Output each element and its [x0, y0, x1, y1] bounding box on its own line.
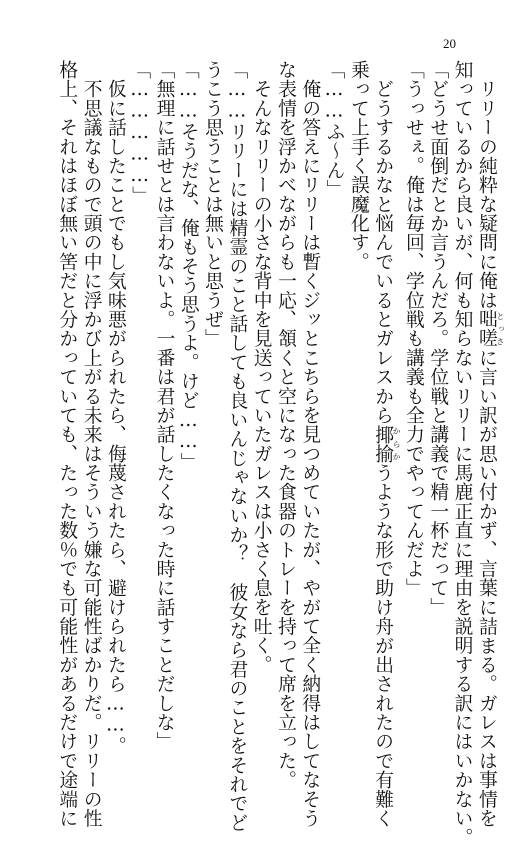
furigana: 揶揄 からか [372, 424, 402, 464]
text-line: 知っているから良いが、何も知らないリリーに馬鹿正直に理由を説明する訳にはいかない。 [451, 60, 473, 847]
text-line: 俺の答えにリリーは暫くジッとこちらを見つめていたが、やがて全く納得はしてなそう [299, 60, 321, 828]
text-line: 仮に話したことでもし気味悪がられたら、侮蔑されたら、避けられたら……。 [104, 60, 126, 756]
furigana: 咄嗟 とっさ [475, 309, 505, 348]
text-line: 「……ふ〜ん」 [323, 60, 345, 199]
text-line: 「……………」 [129, 60, 151, 206]
vertical-text-body [54, 60, 505, 847]
text-line: 不思議なもので頭の中に浮かび上がる未来はそういう嫌な可能性ばかりだ。リリーの性 [80, 60, 102, 828]
text-line: 「……そうだな、俺もそう思うよ。けど……」 [177, 60, 199, 472]
text-line: な表情を浮かべながらも一応、頷くと空になった食器のトレーを持って席を立った。 [274, 60, 296, 790]
text-line: 「うっせぇ。俺は毎回、学位戦も講義も全力でやってんだよ」 [402, 60, 424, 598]
text-line: 乗って上手く誤魔化す。 [347, 60, 369, 272]
text-line: 「……リリーには精霊のこと話しても良いんじゃないか？ 彼女なら君のことをそれでど [226, 60, 248, 833]
text-line: どうするかなと悩んでいるとガレスから揶揄 からかうような形で助け舟が出されたので有難く [372, 60, 402, 828]
text-line: うこう思うことは無いと思うぜ」 [202, 60, 224, 348]
novel-text-area [54, 60, 505, 847]
text-line: そんなリリーの小さな背中を見送っていたガレスは小さく息を吐く。 [250, 60, 272, 675]
text-line: 「どうせ面倒だとか言うんだろ。学位戦と講義で精一杯だって」 [427, 60, 449, 617]
page-number: 20 [443, 36, 456, 51]
text-line: 格上、それはほぼ無い筈だと分かっていても、たった数％でも可能性があるだけで途端に [56, 60, 78, 828]
text-line: リリーの純粋な疑問に俺は咄嗟 とっさに言い訳が思い付かず、言葉に詰まる。ガレスは事情を [475, 60, 505, 828]
text-line: 「無理に話せとは言わないよ。一番は君が話したくなった時に話すことだしな」 [153, 60, 175, 751]
